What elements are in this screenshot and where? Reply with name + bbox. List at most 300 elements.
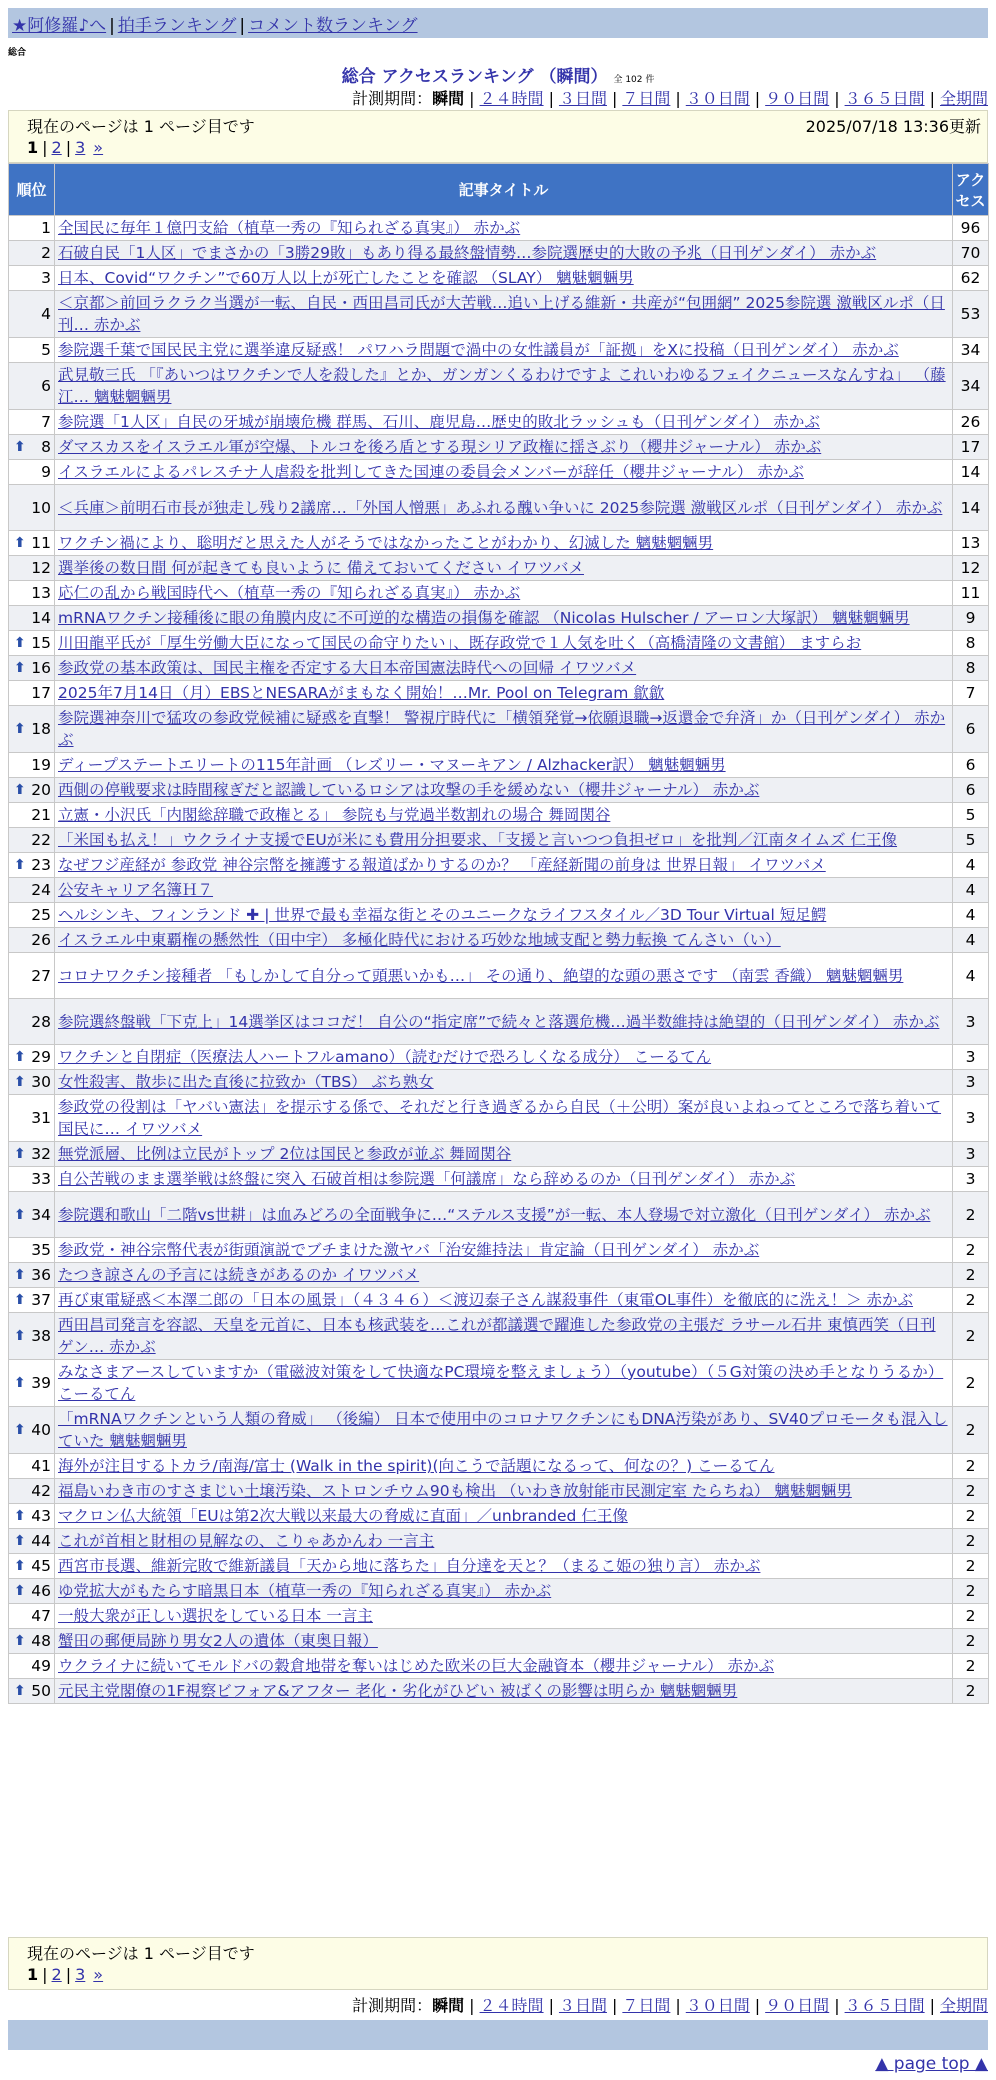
article-title-link[interactable]: みなさまアースしていますか（電磁波対策をして快適なPC環境を整えましょう）（youtube）（５G対策の決め手となりうるか） こーるてん bbox=[58, 1363, 944, 1403]
access-count: 34 bbox=[953, 363, 989, 410]
rank-number: 6 bbox=[41, 377, 51, 395]
access-count: 70 bbox=[953, 241, 989, 266]
title-cell bbox=[55, 681, 953, 706]
period-selector-top: 計測期間：瞬間 | ２４時間 | ３日間 | ７日間 | ３０日間 | ９０日間 | ３６５日間 | 全期間 bbox=[352, 89, 988, 108]
article-title-link[interactable]: 無党派層、比例は立民がトップ 2位は国民と参政が並ぶ 舞岡関谷 bbox=[58, 1145, 512, 1163]
rank-cell bbox=[9, 878, 55, 903]
title-cell bbox=[55, 216, 953, 241]
access-count: 2 bbox=[953, 1504, 989, 1529]
rank-cell bbox=[9, 338, 55, 363]
access-count: 14 bbox=[953, 485, 989, 531]
access-count: 2 bbox=[953, 1360, 989, 1407]
period-all[interactable]: 全期間 bbox=[939, 89, 988, 108]
article-title-link[interactable]: 自公苦戦のまま選挙戦は終盤に突入 石破首相は参院選「何議席」なら辞めるのか（日刊ゲンダイ） 赤かぶ bbox=[58, 1170, 796, 1188]
comment-ranking-link[interactable]: コメント数ランキング bbox=[248, 16, 418, 36]
current-page-text-bottom: 現在のページは 1 ページ目です bbox=[27, 1944, 255, 1963]
table-row bbox=[9, 216, 989, 241]
table-row bbox=[9, 903, 989, 928]
rank-number: 12 bbox=[31, 559, 51, 577]
article-title-link[interactable]: 参院選神奈川で猛攻の参政党候補に疑惑を直撃！ 警視庁時代に「横領発覚→依願退職→返還金で弁済」か（日刊ゲンダイ） 赤かぶ bbox=[58, 709, 946, 749]
period-label-bottom: 計測期間： bbox=[352, 1996, 433, 2015]
updated-timestamp: 2025/07/18 13:36更新 bbox=[805, 117, 981, 136]
period-90d-bottom[interactable]: ９０日間 bbox=[765, 1996, 830, 2015]
rank-cell bbox=[9, 1095, 55, 1142]
article-title-link[interactable]: 西田昌司発言を容認、天皇を元首に、日本も核武装を…これが都議選で躍進した参政党の主張だ ラサール石井 東慎西笑（日刊ゲン… 赤かぶ bbox=[58, 1316, 936, 1356]
total-count: 全 102 件 bbox=[613, 75, 655, 85]
title-cell bbox=[55, 656, 953, 681]
title-cell bbox=[55, 606, 953, 631]
article-title-link[interactable]: ワクチンと自閉症（医療法人ハートフルamano）（読むだけで恐ろしくなる成分） こーるてん bbox=[58, 1048, 712, 1066]
table-row bbox=[9, 1529, 989, 1554]
title-cell bbox=[55, 1504, 953, 1529]
article-title-link[interactable]: マクロン仏大統領「EUは第2次大戦以来最大の脅威に直面」／unbranded 仁王像 bbox=[58, 1507, 628, 1525]
rank-number: 42 bbox=[31, 1482, 51, 1500]
rank-number: 1 bbox=[41, 219, 51, 237]
rank-number: 43 bbox=[31, 1507, 51, 1525]
article-title-link[interactable]: 石破自民「1人区」でまさかの「3勝29敗」もあり得る最終盤情勢…参院選歴史的大敗の予兆（日刊ゲンダイ） 赤かぶ bbox=[58, 244, 877, 262]
period-3d-bottom[interactable]: ３日間 bbox=[558, 1996, 607, 2015]
table-row bbox=[9, 1654, 989, 1679]
title-cell bbox=[55, 581, 953, 606]
title-cell bbox=[55, 1679, 953, 1704]
title-cell bbox=[55, 999, 953, 1045]
rank-number: 48 bbox=[31, 1632, 51, 1650]
title-cell bbox=[55, 631, 953, 656]
article-title-link[interactable]: ディープステートエリートの115年計画 （レズリー・マヌーキアン / Alzhacker訳） 魑魅魍魎男 bbox=[58, 756, 726, 774]
rank-cell bbox=[9, 1238, 55, 1263]
pagination-bottom: 1 | 2 | 3 » bbox=[27, 1965, 104, 1984]
rank-number: 36 bbox=[31, 1266, 51, 1284]
home-link[interactable]: ★阿修羅♪へ bbox=[12, 16, 107, 36]
article-title-link[interactable]: 海外が注目するトカラ/南海/富士 (Walk in the spirit)(向こうで話題になるって、何なの？) こーるてん bbox=[58, 1457, 775, 1475]
access-count: 6 bbox=[953, 778, 989, 803]
article-title-link[interactable]: 一般大衆が正しい選択をしている日本 一言主 bbox=[58, 1607, 373, 1625]
access-count: 4 bbox=[953, 903, 989, 928]
rank-number: 31 bbox=[31, 1109, 51, 1127]
title-cell bbox=[55, 556, 953, 581]
access-count: 6 bbox=[953, 706, 989, 753]
access-count: 6 bbox=[953, 753, 989, 778]
title-cell bbox=[55, 1554, 953, 1579]
title-cell bbox=[55, 1479, 953, 1504]
article-title-link[interactable]: なぜフジ産経が 参政党 神谷宗幣を擁護する報道ばかりするのか？ 「産経新聞の前身は 世界日報」 イワツバメ bbox=[58, 856, 826, 874]
period-current-bottom: 瞬間 bbox=[432, 1996, 465, 2015]
title-cell bbox=[55, 1629, 953, 1654]
rank-cell bbox=[9, 1554, 55, 1579]
article-title-link[interactable]: たつき諒さんの予言には続きがあるのか イワツバメ bbox=[58, 1266, 420, 1284]
rank-cell bbox=[9, 928, 55, 953]
rank-number: 7 bbox=[41, 413, 51, 431]
period-30d[interactable]: ３０日間 bbox=[685, 89, 750, 108]
rank-cell bbox=[9, 1479, 55, 1504]
rank-number: 26 bbox=[31, 931, 51, 949]
rank-number: 13 bbox=[31, 584, 51, 602]
article-title-link[interactable]: 日本、Covid“ワクチン”で60万人以上が死亡したことを確認 （SLAY） 魑魅魍魎男 bbox=[58, 269, 634, 287]
title-cell bbox=[55, 753, 953, 778]
title-cell bbox=[55, 706, 953, 753]
rank-up-arrow-icon: ⬆ bbox=[14, 1683, 26, 1699]
access-count: 2 bbox=[953, 1238, 989, 1263]
access-count: 17 bbox=[953, 435, 989, 460]
title-cell bbox=[55, 1192, 953, 1238]
page-3-link-bottom[interactable]: 3 bbox=[75, 1965, 86, 1984]
period-7d[interactable]: ７日間 bbox=[622, 89, 671, 108]
rank-cell bbox=[9, 556, 55, 581]
rank-number: 4 bbox=[41, 305, 51, 323]
period-selector-bottom: 計測期間：瞬間 | ２４時間 | ３日間 | ７日間 | ３０日間 | ９０日間 | ３６５日間 | 全期間 bbox=[352, 1996, 988, 2015]
access-count: 4 bbox=[953, 953, 989, 999]
rank-number: 45 bbox=[31, 1557, 51, 1575]
article-title-link[interactable]: ＜兵庫＞前明石市長が独走し残り2議席…「外国人憎悪」あふれる醜い争いに 2025参院選 激戦区ルポ（日刊ゲンダイ） 赤かぶ bbox=[58, 498, 943, 517]
rank-number: 22 bbox=[31, 831, 51, 849]
rank-cell bbox=[9, 1192, 55, 1238]
access-count: 2 bbox=[953, 1654, 989, 1679]
access-count: 2 bbox=[953, 1263, 989, 1288]
rank-up-arrow-icon: ⬆ bbox=[14, 782, 26, 798]
title-cell bbox=[55, 1604, 953, 1629]
page-top-link[interactable]: ▲ page top ▲ bbox=[875, 2054, 988, 2074]
table-row bbox=[9, 1288, 989, 1313]
rank-number: 14 bbox=[31, 609, 51, 627]
table-row bbox=[9, 435, 989, 460]
access-count: 2 bbox=[953, 1454, 989, 1479]
table-row bbox=[9, 656, 989, 681]
rank-number: 16 bbox=[31, 659, 51, 677]
title-cell bbox=[55, 928, 953, 953]
table-row bbox=[9, 1504, 989, 1529]
article-title-link[interactable]: 元民主党閣僚の1F視察ビフォア&アフター 老化・劣化がひどい 被ばくの影響は明らか 魑魅魍魎男 bbox=[58, 1682, 738, 1700]
table-row bbox=[9, 581, 989, 606]
access-count: 3 bbox=[953, 1070, 989, 1095]
rank-number: 38 bbox=[31, 1327, 51, 1345]
table-row bbox=[9, 1142, 989, 1167]
article-title-link[interactable]: イスラエルによるパレスチナ人虐殺を批判してきた国連の委員会メンバーが辞任（櫻井ジャーナル） 赤かぶ bbox=[58, 463, 804, 481]
rank-cell bbox=[9, 1504, 55, 1529]
rank-up-arrow-icon: ⬆ bbox=[14, 721, 26, 737]
article-title-link[interactable]: 立憲・小沢氏「内閣総辞職で政権とる」 参院も与党過半数割れの場合 舞岡関谷 bbox=[58, 806, 611, 824]
table-row bbox=[9, 606, 989, 631]
title-cell bbox=[55, 1360, 953, 1407]
title-cell bbox=[55, 410, 953, 435]
title-cell bbox=[55, 363, 953, 410]
access-count: 3 bbox=[953, 999, 989, 1045]
article-title-link[interactable]: 再び東電疑惑＜本澤二郎の「日本の風景」（４３４６）＜渡辺泰子さん謀殺事件（東電OL事件）を徹底的に洗え！＞ 赤かぶ bbox=[58, 1291, 914, 1309]
table-row bbox=[9, 828, 989, 853]
table-row bbox=[9, 1604, 989, 1629]
rank-cell bbox=[9, 363, 55, 410]
rank-cell bbox=[9, 1313, 55, 1360]
rank-number: 41 bbox=[31, 1457, 51, 1475]
rank-number: 28 bbox=[31, 1012, 51, 1031]
title-cell bbox=[55, 1263, 953, 1288]
access-count: 2 bbox=[953, 1288, 989, 1313]
rank-cell bbox=[9, 1407, 55, 1454]
rank-cell bbox=[9, 1142, 55, 1167]
ranking-body bbox=[9, 216, 989, 1704]
access-count: 96 bbox=[953, 216, 989, 241]
rank-up-arrow-icon: ⬆ bbox=[14, 1558, 26, 1574]
rank-cell bbox=[9, 1529, 55, 1554]
rank-number: 47 bbox=[31, 1607, 51, 1625]
rank-number: 11 bbox=[31, 534, 51, 552]
title-cell bbox=[55, 531, 953, 556]
table-row bbox=[9, 1407, 989, 1454]
table-row bbox=[9, 1579, 989, 1604]
article-title-link[interactable]: 「mRNAワクチンという人類の脅威」 （後編） 日本で使用中のコロナワクチンにもDNA汚染があり、SV40プロモータも混入していた 魑魅魍魎男 bbox=[58, 1410, 948, 1450]
access-count: 2 bbox=[953, 1313, 989, 1360]
table-row bbox=[9, 928, 989, 953]
article-title-link[interactable]: ワクチン禍により、聡明だと思えた人がそうではなかったことがわかり、幻滅した 魑魅魍魎男 bbox=[58, 534, 714, 552]
rank-cell bbox=[9, 531, 55, 556]
period-90d[interactable]: ９０日間 bbox=[765, 89, 830, 108]
title-cell bbox=[55, 291, 953, 338]
rank-cell bbox=[9, 999, 55, 1045]
article-title-link[interactable]: 武見敬三氏 「『あいつはワクチンで人を殺した』とか、ガンガンくるわけですよ これいわゆるフェイクニュースなんすね」 （藤江… 魑魅魍魎男 bbox=[58, 366, 946, 406]
article-title-link[interactable]: ゆ党拡大がもたらす暗黒日本（植草一秀の『知られざる真実』） 赤かぶ bbox=[58, 1582, 552, 1600]
rank-number: 44 bbox=[31, 1532, 51, 1550]
title-cell bbox=[55, 803, 953, 828]
access-count: 2 bbox=[953, 1679, 989, 1704]
period-label: 計測期間： bbox=[352, 89, 433, 108]
access-count: 8 bbox=[953, 656, 989, 681]
article-title-link[interactable]: 西側の停戦要求は時間稼ぎだと認識しているロシアは攻撃の手を緩めない（櫻井ジャーナル） 赤かぶ bbox=[58, 781, 760, 799]
rank-number: 33 bbox=[31, 1170, 51, 1188]
title-cell bbox=[55, 460, 953, 485]
article-title-link[interactable]: 女性殺害、散歩に出た直後に拉致か（TBS） ぶち熟女 bbox=[58, 1073, 434, 1091]
table-row bbox=[9, 291, 989, 338]
access-count: 4 bbox=[953, 928, 989, 953]
rank-up-arrow-icon: ⬆ bbox=[14, 1583, 26, 1599]
table-row bbox=[9, 1479, 989, 1504]
article-title-link[interactable]: 参院選和歌山「二階vs世耕」は血みどろの全面戦争に…“ステルス支援”が一転、本人登場で対立激化（日刊ゲンダイ） 赤かぶ bbox=[58, 1205, 931, 1224]
period-30d-bottom[interactable]: ３０日間 bbox=[685, 1996, 750, 2015]
article-title-link[interactable]: ウクライナに続いてモルドバの穀倉地帯を奪いはじめた欧米の巨大金融資本（櫻井ジャーナル） 赤かぶ bbox=[58, 1657, 775, 1675]
period-24h-bottom[interactable]: ２４時間 bbox=[479, 1996, 544, 2015]
rank-up-arrow-icon: ⬆ bbox=[14, 1328, 26, 1344]
title-cell bbox=[55, 778, 953, 803]
rank-number: 15 bbox=[31, 634, 51, 652]
rank-number: 32 bbox=[31, 1145, 51, 1163]
rank-cell bbox=[9, 631, 55, 656]
access-count: 3 bbox=[953, 1167, 989, 1192]
rank-cell bbox=[9, 291, 55, 338]
col-access-header: アクセス bbox=[953, 164, 989, 216]
article-title-link[interactable]: 参政党・神谷宗幣代表が街頭演説でブチまけた激ヤバ「治安維持法」肯定論（日刊ゲンダイ） 赤かぶ bbox=[58, 1241, 760, 1259]
rank-number: 27 bbox=[31, 966, 51, 985]
rank-up-arrow-icon: ⬆ bbox=[14, 1146, 26, 1162]
period-7d-bottom[interactable]: ７日間 bbox=[622, 1996, 671, 2015]
table-row bbox=[9, 266, 989, 291]
article-title-link[interactable]: 「米国も払え！」ウクライナ支援でEUが米にも費用分担要求、「支援と言いつつ負担ゼロ」を批判／江南タイムズ 仁王像 bbox=[58, 831, 898, 849]
rank-cell bbox=[9, 1604, 55, 1629]
article-title-link[interactable]: イスラエル中東覇権の懸然性（田中宇） 多極化時代における巧妙な地域支配と勢力転換 てんさい（い） bbox=[58, 931, 781, 949]
article-title-link[interactable]: 西宮市長選、維新完敗で維新議員「天から地に落ちた」自分達を天と？（まるこ姫の独り言） 赤かぶ bbox=[58, 1557, 761, 1575]
rank-up-arrow-icon: ⬆ bbox=[14, 1267, 26, 1283]
title-cell bbox=[55, 1045, 953, 1070]
table-row bbox=[9, 363, 989, 410]
pagination-top: 1 | 2 | 3 » bbox=[27, 138, 104, 157]
next-page-link-bottom[interactable]: » bbox=[93, 1965, 104, 1984]
access-count: 53 bbox=[953, 291, 989, 338]
page-2-link-bottom[interactable]: 2 bbox=[51, 1965, 62, 1984]
rank-number: 8 bbox=[41, 438, 51, 456]
period-3d[interactable]: ３日間 bbox=[558, 89, 607, 108]
table-row bbox=[9, 1679, 989, 1704]
article-title-link[interactable]: コロナワクチン接種者 「もしかして自分って頭悪いかも…」 その通り、絶望的な頭の悪さです （南雲 香織） 魑魅魍魎男 bbox=[58, 966, 904, 985]
rank-up-arrow-icon: ⬆ bbox=[14, 439, 26, 455]
article-title-link[interactable]: 公安キャリア名簿Ｈ７ bbox=[58, 881, 214, 899]
rank-number: 49 bbox=[31, 1657, 51, 1675]
rank-cell bbox=[9, 1454, 55, 1479]
page-1-current-bottom: 1 bbox=[27, 1965, 39, 1984]
rank-cell bbox=[9, 803, 55, 828]
title-cell bbox=[55, 1407, 953, 1454]
ranking-title: 総合 アクセスランキング （瞬間） bbox=[341, 67, 608, 87]
table-row bbox=[9, 1238, 989, 1263]
article-title-link[interactable]: mRNAワクチン接種後に眼の角膜内皮に不可逆的な構造の損傷を確認 （Nicolas Hulscher / アーロン大塚訳） 魑魅魍魎男 bbox=[58, 609, 910, 627]
table-row bbox=[9, 1263, 989, 1288]
rank-cell bbox=[9, 828, 55, 853]
rank-cell bbox=[9, 435, 55, 460]
page-title bbox=[0, 62, 996, 87]
access-count: 4 bbox=[953, 853, 989, 878]
rank-cell bbox=[9, 1679, 55, 1704]
article-title-link[interactable]: 応仁の乱から戦国時代へ（植草一秀の『知られざる真実』） 赤かぶ bbox=[58, 584, 521, 602]
article-title-link[interactable]: ヘルシンキ、フィンランド ✚ | 世界で最も幸福な街とそのユニークなライフスタイル／3D Tour Virtual 短足鰐 bbox=[58, 906, 827, 924]
article-title-link[interactable]: 蟹田の郵便局跡り男女2人の遺体（東奥日報） bbox=[58, 1632, 378, 1650]
title-cell bbox=[55, 1529, 953, 1554]
rank-number: 29 bbox=[31, 1048, 51, 1066]
table-row bbox=[9, 410, 989, 435]
rank-cell bbox=[9, 1263, 55, 1288]
rank-cell bbox=[9, 953, 55, 999]
rank-cell bbox=[9, 1167, 55, 1192]
article-title-link[interactable]: 参院選「1人区」自民の牙城が崩壊危機 群馬、石川、鹿児島…歴史的敗北ラッシュも（日刊ゲンダイ） 赤かぶ bbox=[58, 413, 820, 431]
rank-number: 17 bbox=[31, 684, 51, 702]
rank-number: 40 bbox=[31, 1421, 51, 1439]
col-title-header: 記事タイトル bbox=[55, 164, 953, 216]
rank-number: 23 bbox=[31, 856, 51, 874]
rank-up-arrow-icon: ⬆ bbox=[14, 1533, 26, 1549]
period-current: 瞬間 bbox=[432, 89, 465, 108]
table-row bbox=[9, 706, 989, 753]
period-24h[interactable]: ２４時間 bbox=[479, 89, 544, 108]
col-rank-header: 順位 bbox=[9, 164, 55, 216]
rank-cell bbox=[9, 1360, 55, 1407]
period-all-bottom[interactable]: 全期間 bbox=[939, 1996, 988, 2015]
access-count: 5 bbox=[953, 828, 989, 853]
table-row bbox=[9, 999, 989, 1045]
rank-up-arrow-icon: ⬆ bbox=[14, 857, 26, 873]
article-title-link[interactable]: 選挙後の数日間 何が起きても良いように 備えておいてください イワツバメ bbox=[58, 559, 584, 577]
access-count: 5 bbox=[953, 803, 989, 828]
table-row bbox=[9, 1167, 989, 1192]
title-cell bbox=[55, 1167, 953, 1192]
table-row bbox=[9, 556, 989, 581]
rank-up-arrow-icon: ⬆ bbox=[14, 1292, 26, 1308]
access-count: 8 bbox=[953, 631, 989, 656]
access-count: 12 bbox=[953, 556, 989, 581]
title-cell bbox=[55, 1238, 953, 1263]
applause-ranking-link[interactable]: 拍手ランキング bbox=[117, 16, 237, 36]
title-cell bbox=[55, 1454, 953, 1479]
table-row bbox=[9, 1313, 989, 1360]
article-title-link[interactable]: 川田龍平氏が「厚生労働大臣になって国民の命守りたい」、既存政党で１人気を吐く（高橋清隆の文書館） ますらお bbox=[58, 634, 862, 652]
page-3-link[interactable]: 3 bbox=[75, 138, 86, 157]
page-2-link[interactable]: 2 bbox=[51, 138, 62, 157]
rank-cell bbox=[9, 753, 55, 778]
rank-number: 35 bbox=[31, 1241, 51, 1259]
category-label: 総合 bbox=[8, 48, 27, 58]
title-cell bbox=[55, 1142, 953, 1167]
rank-number: 50 bbox=[31, 1682, 51, 1700]
rank-cell bbox=[9, 1654, 55, 1679]
rank-cell bbox=[9, 853, 55, 878]
article-title-link[interactable]: 全国民に毎年１億円支給（植草一秀の『知られざる真実』） 赤かぶ bbox=[58, 219, 521, 237]
rank-number: 20 bbox=[31, 781, 51, 799]
period-365d[interactable]: ３６５日間 bbox=[844, 89, 925, 108]
title-cell bbox=[55, 903, 953, 928]
access-count: 14 bbox=[953, 460, 989, 485]
table-row bbox=[9, 1554, 989, 1579]
rank-number: 19 bbox=[31, 756, 51, 774]
current-page-text: 現在のページは 1 ページ目です bbox=[27, 117, 255, 136]
article-title-link[interactable]: 参院選千葉で国民民主党に選挙違反疑惑！ パワハラ問題で渦中の女性議員が「証拠」をXに投稿（日刊ゲンダイ） 赤かぶ bbox=[58, 341, 899, 359]
access-count: 34 bbox=[953, 338, 989, 363]
rank-cell bbox=[9, 903, 55, 928]
article-title-link[interactable]: 参政党の役割は「ヤバい憲法」を提示する係で、それだと行き過ぎるから自民（＋公明）案が良いよねってところで落ち着いて国民に… イワツバメ bbox=[58, 1098, 942, 1138]
rank-cell bbox=[9, 241, 55, 266]
rank-number: 2 bbox=[41, 244, 51, 262]
rank-up-arrow-icon: ⬆ bbox=[14, 1206, 26, 1223]
footer-bar bbox=[8, 2020, 988, 2050]
table-row bbox=[9, 778, 989, 803]
table-row bbox=[9, 241, 989, 266]
access-count: 2 bbox=[953, 1407, 989, 1454]
article-title-link[interactable]: ＜京都＞前回ラクラク当選が一転、自民・西田昌司氏が大苦戦…追い上げる維新・共産が“包囲網” 2025参院選 激戦区ルポ（日刊… 赤かぶ bbox=[58, 294, 945, 334]
rank-number: 34 bbox=[31, 1205, 51, 1224]
title-cell bbox=[55, 1095, 953, 1142]
table-row bbox=[9, 631, 989, 656]
article-title-link[interactable]: 参院選終盤戦「下克上」14選挙区はココだ！ 自公の“指定席”で続々と落選危機…過半数維持は絶望的（日刊ゲンダイ） 赤かぶ bbox=[58, 1012, 940, 1031]
period-365d-bottom[interactable]: ３６５日間 bbox=[844, 1996, 925, 2015]
rank-number: 39 bbox=[31, 1374, 51, 1392]
rank-up-arrow-icon: ⬆ bbox=[14, 635, 26, 651]
table-row bbox=[9, 1629, 989, 1654]
article-title-link[interactable]: ダマスカスをイスラエル軍が空爆、トルコを後ろ盾とする現シリア政権に揺さぶり（櫻井ジャーナル） 赤かぶ bbox=[58, 438, 822, 456]
article-title-link[interactable]: 2025年7月14日（月）EBSとNESARAがまもなく開始！…Mr. Pool on Telegram 歙歙 bbox=[58, 684, 665, 702]
rank-cell bbox=[9, 778, 55, 803]
article-title-link[interactable]: 参政党の基本政策は、国民主権を否定する大日本帝国憲法時代への回帰 イワツバメ bbox=[58, 659, 637, 677]
article-title-link[interactable]: これが首相と財相の見解なの、こりゃあかんわ 一言主 bbox=[58, 1532, 435, 1550]
page-top-container bbox=[8, 2054, 988, 2074]
table-row bbox=[9, 1454, 989, 1479]
access-count: 26 bbox=[953, 410, 989, 435]
page-info-top bbox=[8, 110, 988, 163]
title-cell bbox=[55, 435, 953, 460]
rank-number: 24 bbox=[31, 881, 51, 899]
table-row bbox=[9, 1070, 989, 1095]
access-count: 2 bbox=[953, 1629, 989, 1654]
rank-up-arrow-icon: ⬆ bbox=[14, 1049, 26, 1065]
rank-up-arrow-icon: ⬆ bbox=[14, 1074, 26, 1090]
title-cell bbox=[55, 853, 953, 878]
next-page-link[interactable]: » bbox=[93, 138, 104, 157]
table-row bbox=[9, 753, 989, 778]
rank-number: 5 bbox=[41, 341, 51, 359]
article-title-link[interactable]: 福島いわき市のすさまじい土壌汚染、ストロンチウム90も検出 （いわき放射能市民測定室 たらちね） 魑魅魍魎男 bbox=[58, 1482, 852, 1500]
rank-cell bbox=[9, 1629, 55, 1654]
